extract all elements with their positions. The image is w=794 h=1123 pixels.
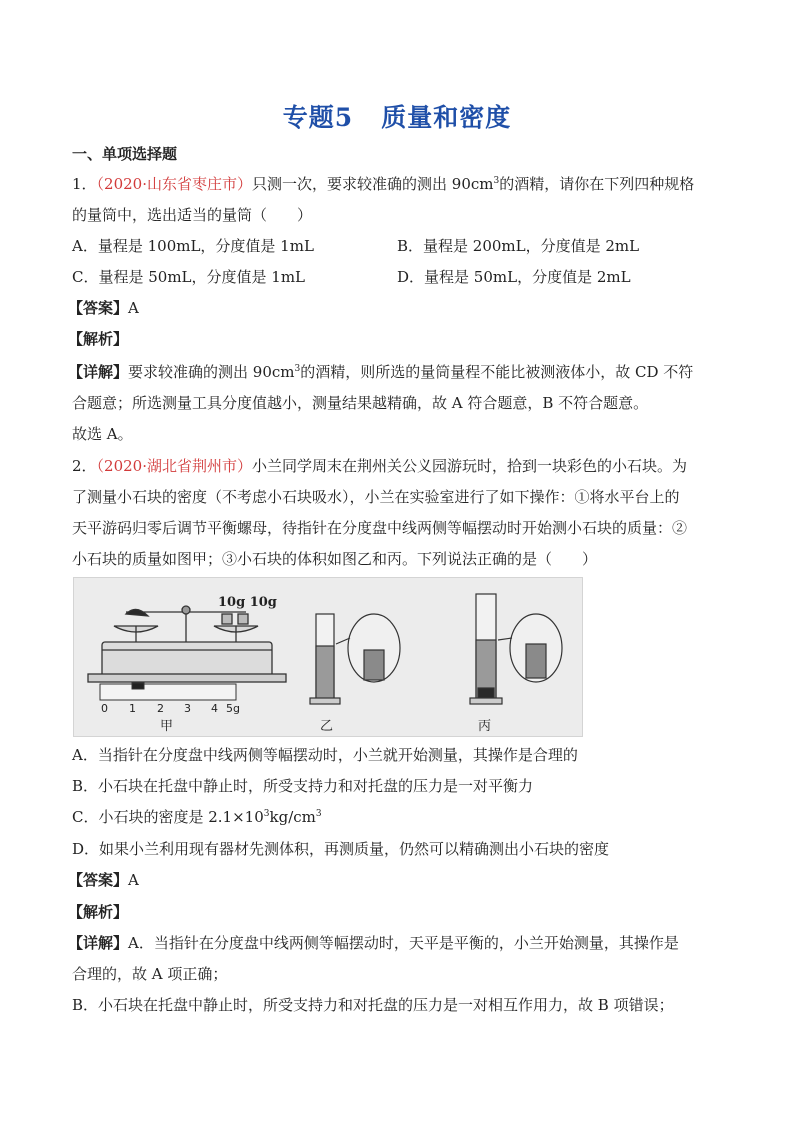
q1-option-c: C．量程是 50mL，分度值是 1mL [72,268,306,286]
q2-detail-text: A．当指针在分度盘中线两侧等幅摆动时，天平是平衡的，小兰开始测量，其操作是 [128,934,679,952]
cylinder-yi [310,614,400,704]
q1-superscript: 3 [493,176,500,186]
q2-answer-tag: 【答案】 [68,871,129,889]
q1-stem-text-b: 的酒精，请你在下列四种规格 [499,175,695,193]
label-bing: 丙 [478,719,492,734]
q1-option-a: A．量程是 100mL，分度值是 1mL [72,237,314,255]
experiment-illustration [74,578,582,736]
title-main: 专题5 [282,103,354,132]
section-heading: 一、单项选择题 [72,145,178,163]
weights-label: 10g 10g [218,595,277,610]
q1-detail-line2: 合题意；所选测量工具分度值越小，测量结果越精确，故 A 符合题意，B 不符合题意。 [72,394,649,412]
q2-option-d: D．如果小兰利用现有器材先测体积，再测质量，仍然可以精确测出小石块的密度 [72,840,610,858]
q2-option-a: A．当指针在分度盘中线两侧等幅摆动时，小兰就开始测量，其操作是合理的 [72,746,578,764]
page-title [0,98,794,134]
q2-detail-line3: B．小石块在托盘中静止时，所受支持力和对托盘的压力是一对相互作用力，故 B 项错误； [72,996,674,1014]
label-jia: 甲 [160,719,174,734]
q2-option-c-sup2: 3 [315,809,322,819]
q1-detail-line3: 故选 A。 [72,425,133,443]
q1-detail-line1 [68,362,693,382]
q2-option-c-unit: kg/cm [269,808,316,826]
q2-stem-line3: 天平游码归零后调节平衡螺母，待指针在分度盘中线两侧等幅摆动时开始测小石块的质量：② [72,519,688,537]
q1-detail-tag: 【详解】 [68,363,129,381]
tick-label: 5g [226,702,240,715]
q2-option-b: B．小石块在托盘中静止时，所受支持力和对托盘的压力是一对平衡力 [72,777,534,795]
q1-option-b: B．量程是 200mL，分度值是 2mL [397,237,640,255]
q2-analysis-tag: 【解析】 [68,903,129,921]
tick-label: 3 [184,702,191,715]
q1-answer-tag: 【答案】 [68,299,129,317]
q2-answer-value: A [128,871,139,889]
q2-source: （2020·湖北省荆州市） [96,457,252,475]
tick-label: 4 [211,702,218,715]
cylinder-bing [470,594,562,704]
q1-detail-text-b: 的酒精，则所选的量筒量程不能比被测液体小，故 CD 不符 [300,363,694,381]
q1-answer [68,298,139,318]
tick-label: 2 [157,702,164,715]
q1-source: （2020·山东省枣庄市） [96,175,252,193]
q2-stem-line1 [72,456,687,476]
q1-option-d: D．量程是 50mL，分度值是 2mL [397,268,631,286]
q2-stem-text: 小兰同学周末在荆州关公义园游玩时，拾到一块彩色的小石块。为 [252,457,688,475]
q2-stem-line4: 小石块的质量如图甲；③小石块的体积如图乙和丙。下列说法正确的是（ ） [72,550,598,568]
q1-stem-text: 只测一次，要求较准确的测出 90cm [252,175,494,193]
label-yi: 乙 [320,719,334,734]
q2-number: 2． [72,457,97,475]
balance-scale [88,606,286,682]
q1-detail-superscript: 3 [294,364,301,374]
q2-answer [68,870,139,890]
q2-detail-line2: 合理的，故 A 项正确； [72,965,228,983]
q1-analysis-tag: 【解析】 [68,330,129,348]
q2-stem-line2: 了测量小石块的密度（不考虑小石块吸水），小兰在实验室进行了如下操作：①将水平台上的 [72,488,680,506]
q2-option-c [72,807,322,827]
q1-stem-line2: 的量筒中，选出适当的量筒（ ） [72,206,313,224]
q2-option-c-text: C．小石块的密度是 2.1×10 [72,808,264,826]
rider-scale-ticks [101,702,240,715]
q2-detail-line1 [68,933,679,953]
q2-option-c-sup1: 3 [263,809,270,819]
tick-label: 0 [101,702,108,715]
q1-detail-text: 要求较准确的测出 90cm [128,363,295,381]
q1-stem-line1 [72,174,694,194]
tick-label: 1 [129,702,136,715]
title-sub: 质量和密度 [381,103,512,132]
q2-detail-tag: 【详解】 [68,934,129,952]
experiment-figure [73,577,583,737]
q1-answer-value: A [128,299,139,317]
q1-number: 1． [72,175,97,193]
rider-scale [100,683,236,700]
